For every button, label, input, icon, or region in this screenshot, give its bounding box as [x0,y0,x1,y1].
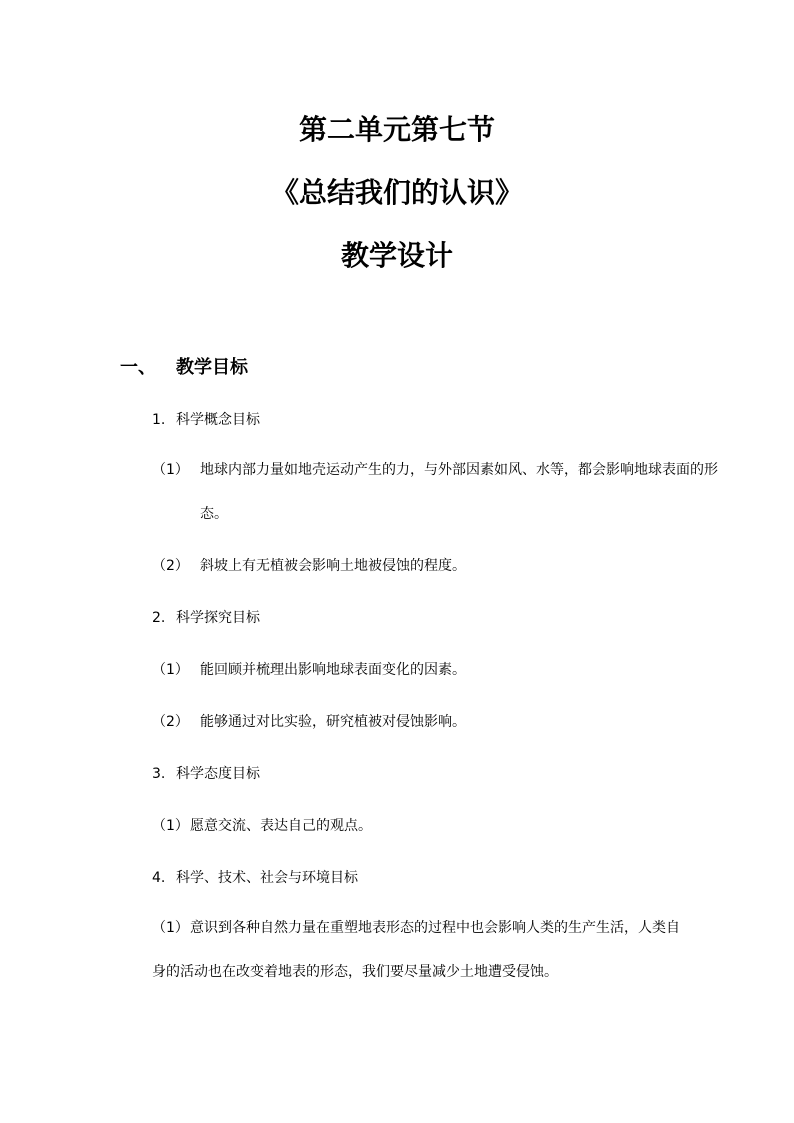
goal-heading-attitude [152,764,260,784]
goal-heading-inquiry [152,608,260,628]
item-text: 斜坡上有无植被会影响土地被侵蚀的程度。 [200,558,466,574]
goal-item-inquiry-2 [152,712,466,732]
item-paren: （1） [152,920,189,936]
goal-label: 科学、技术、社会与环境目标 [176,870,358,886]
title-line-3: 教学设计 [340,239,453,272]
item-paren: （2） [152,714,189,730]
goal-label: 科学探究目标 [176,610,260,626]
item-paren: （2） [152,558,189,574]
goal-item-stse-1 [152,906,692,994]
item-paren: （1） [152,662,189,678]
section-title: 教学目标 [176,357,248,378]
item-text: 地球内部力量如地壳运动产生的力，与外部因素如风、水等，都会影响地球表面的形态。 [200,462,718,522]
item-text: 愿意交流、表达自己的观点。 [190,818,372,834]
item-text: 能回顾并梳理出影响地球表面变化的因素。 [200,662,466,678]
section-number: 一、 [120,357,156,378]
goal-label: 科学态度目标 [176,766,260,782]
goal-item-attitude-1 [152,816,372,836]
item-paren: （1） [152,462,189,478]
goal-item-concept-1 [152,448,740,536]
item-paren: （1） [152,818,189,834]
goal-heading-stse [152,868,358,888]
title-line-1: 第二单元第七节 [298,113,495,146]
goal-number: 2. [152,610,166,626]
item-text: 能够通过对比实验，研究植被对侵蚀影响。 [200,714,466,730]
goal-number: 1. [152,412,166,428]
goal-number: 3. [152,766,166,782]
item-text: 意识到各种自然力量在重塑地表形态的过程中也会影响人类的生产生活，人类自身的活动也在改变着地表的形态，我们要尽量减少土地遭受侵蚀。 [152,920,680,980]
goal-heading-concept [152,410,260,430]
section-heading-teaching-goals [120,354,248,382]
goal-item-concept-2 [152,556,466,576]
goal-label: 科学概念目标 [176,412,260,428]
title-line-2: 《总结我们的认识》 [270,176,523,209]
goal-item-inquiry-1 [152,660,466,680]
goal-number: 4. [152,870,166,886]
